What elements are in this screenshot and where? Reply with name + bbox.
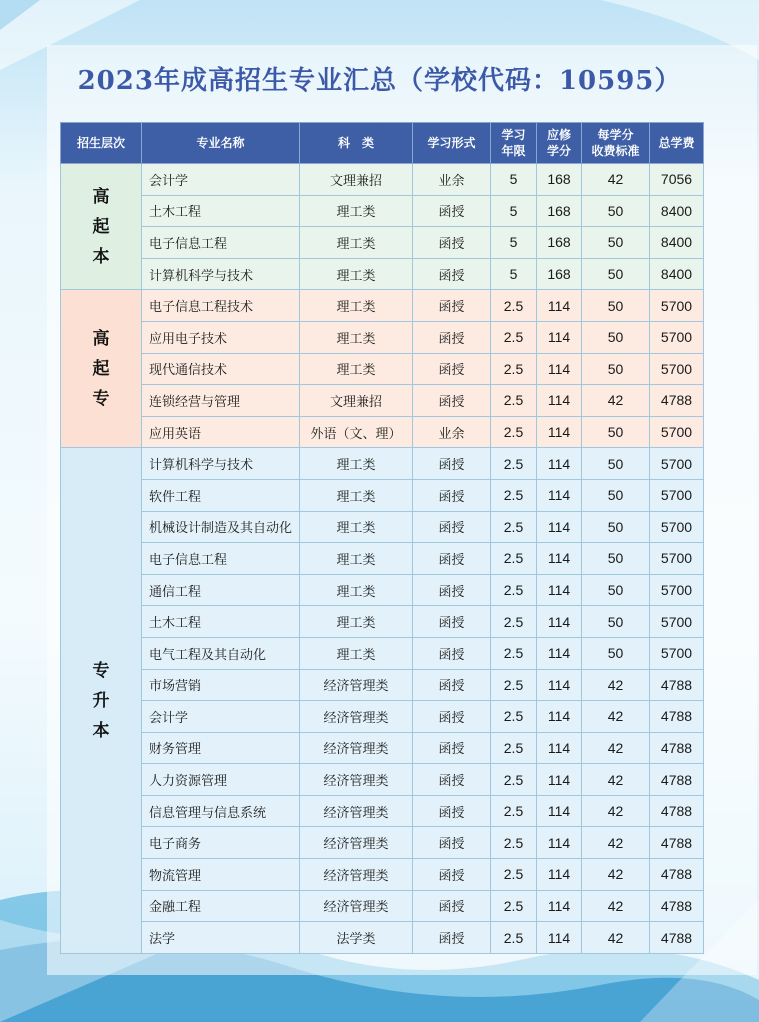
program-name-cell: 电子商务: [142, 827, 300, 859]
fee-per-credit-cell: 42: [582, 764, 650, 796]
table-row: [61, 164, 704, 196]
fee-per-credit-cell: 50: [582, 606, 650, 638]
fee-per-credit-cell: 42: [582, 385, 650, 417]
total-fee-cell: 5700: [650, 606, 704, 638]
header-mode: 学习形式: [413, 123, 491, 164]
fee-per-credit-cell: 42: [582, 922, 650, 954]
category-cell: 理工类: [300, 574, 413, 606]
category-cell: 经济管理类: [300, 764, 413, 796]
years-cell: 2.5: [491, 353, 537, 385]
category-cell: 理工类: [300, 448, 413, 480]
total-fee-cell: 4788: [650, 669, 704, 701]
program-name-cell: 物流管理: [142, 859, 300, 891]
program-name-cell: 土木工程: [142, 606, 300, 638]
fee-per-credit-cell: 50: [582, 479, 650, 511]
table-row: [61, 479, 704, 511]
category-cell: 理工类: [300, 511, 413, 543]
fee-per-credit-cell: 50: [582, 195, 650, 227]
credits-cell: 168: [537, 227, 582, 259]
program-name-cell: 市场营销: [142, 669, 300, 701]
header-fee-per-credit: 每学分 收费标准: [582, 123, 650, 164]
program-name-cell: 计算机科学与技术: [142, 448, 300, 480]
program-name-cell: 电子信息工程: [142, 227, 300, 259]
table-row: [61, 701, 704, 733]
level-char: 起: [92, 358, 110, 379]
years-cell: 2.5: [491, 827, 537, 859]
fee-per-credit-cell: 50: [582, 511, 650, 543]
header-years: 学习 年限: [491, 123, 537, 164]
total-fee-cell: 4788: [650, 795, 704, 827]
category-cell: 理工类: [300, 479, 413, 511]
program-name-cell: 电子信息工程: [142, 543, 300, 575]
category-cell: 经济管理类: [300, 890, 413, 922]
credits-cell: 114: [537, 574, 582, 606]
program-name-cell: 连锁经营与管理: [142, 385, 300, 417]
category-cell: 经济管理类: [300, 859, 413, 891]
header-credits: 应修 学分: [537, 123, 582, 164]
level-char: 高: [92, 186, 110, 207]
table-row: [61, 669, 704, 701]
total-fee-cell: 4788: [650, 732, 704, 764]
program-name-cell: 金融工程: [142, 890, 300, 922]
category-cell: 文理兼招: [300, 164, 413, 196]
years-cell: 2.5: [491, 669, 537, 701]
table-row: [61, 321, 704, 353]
years-cell: 2.5: [491, 637, 537, 669]
fee-per-credit-cell: 50: [582, 637, 650, 669]
study-mode-cell: 函授: [413, 764, 491, 796]
total-fee-cell: 5700: [650, 448, 704, 480]
total-fee-cell: 5700: [650, 321, 704, 353]
fee-per-credit-cell: 50: [582, 290, 650, 322]
years-cell: 5: [491, 258, 537, 290]
credits-cell: 114: [537, 353, 582, 385]
program-name-cell: 会计学: [142, 164, 300, 196]
study-mode-cell: 函授: [413, 637, 491, 669]
study-mode-cell: 函授: [413, 732, 491, 764]
category-cell: 理工类: [300, 637, 413, 669]
years-cell: 2.5: [491, 416, 537, 448]
credits-cell: 168: [537, 195, 582, 227]
credits-cell: 168: [537, 164, 582, 196]
credits-cell: 114: [537, 416, 582, 448]
fee-per-credit-cell: 50: [582, 416, 650, 448]
table-row: [61, 416, 704, 448]
category-cell: 经济管理类: [300, 701, 413, 733]
years-cell: 2.5: [491, 922, 537, 954]
header-name: 专业名称: [142, 123, 300, 164]
program-name-cell: 现代通信技术: [142, 353, 300, 385]
level-char: 起: [92, 216, 110, 237]
fee-per-credit-cell: 50: [582, 574, 650, 606]
study-mode-cell: 函授: [413, 195, 491, 227]
study-mode-cell: 函授: [413, 258, 491, 290]
level-char: 专: [92, 388, 110, 409]
program-name-cell: 财务管理: [142, 732, 300, 764]
credits-cell: 114: [537, 479, 582, 511]
study-mode-cell: 函授: [413, 827, 491, 859]
table-row: [61, 227, 704, 259]
table-row: [61, 543, 704, 575]
level-char: 升: [92, 690, 110, 711]
total-fee-cell: 4788: [650, 764, 704, 796]
years-cell: 2.5: [491, 701, 537, 733]
category-cell: 理工类: [300, 353, 413, 385]
total-fee-cell: 4788: [650, 385, 704, 417]
study-mode-cell: 函授: [413, 606, 491, 638]
category-cell: 经济管理类: [300, 732, 413, 764]
fee-per-credit-cell: 50: [582, 258, 650, 290]
years-cell: 2.5: [491, 290, 537, 322]
years-cell: 2.5: [491, 385, 537, 417]
total-fee-cell: 4788: [650, 922, 704, 954]
credits-cell: 114: [537, 922, 582, 954]
program-name-cell: 人力资源管理: [142, 764, 300, 796]
study-mode-cell: 业余: [413, 164, 491, 196]
fee-per-credit-cell: 42: [582, 164, 650, 196]
years-cell: 2.5: [491, 890, 537, 922]
category-cell: 外语（文、理）: [300, 416, 413, 448]
credits-cell: 114: [537, 606, 582, 638]
years-cell: 5: [491, 195, 537, 227]
credits-cell: 114: [537, 827, 582, 859]
fee-per-credit-cell: 42: [582, 669, 650, 701]
program-name-cell: 软件工程: [142, 479, 300, 511]
credits-cell: 114: [537, 890, 582, 922]
table-body: [61, 164, 704, 954]
table-row: [61, 890, 704, 922]
years-cell: 2.5: [491, 479, 537, 511]
programs-table: [60, 122, 704, 954]
table-row: [61, 795, 704, 827]
total-fee-cell: 5700: [650, 290, 704, 322]
program-name-cell: 法学: [142, 922, 300, 954]
program-name-cell: 应用电子技术: [142, 321, 300, 353]
category-cell: 经济管理类: [300, 827, 413, 859]
fee-per-credit-cell: 50: [582, 227, 650, 259]
study-mode-cell: 函授: [413, 479, 491, 511]
table-row: [61, 764, 704, 796]
credits-cell: 114: [537, 321, 582, 353]
fee-per-credit-cell: 42: [582, 827, 650, 859]
table-row: [61, 353, 704, 385]
program-name-cell: 电气工程及其自动化: [142, 637, 300, 669]
total-fee-cell: 5700: [650, 574, 704, 606]
years-cell: 2.5: [491, 543, 537, 575]
years-cell: 2.5: [491, 574, 537, 606]
level-cell: [61, 290, 142, 448]
study-mode-cell: 函授: [413, 574, 491, 606]
years-cell: 5: [491, 164, 537, 196]
table-row: [61, 195, 704, 227]
level-char: 本: [92, 246, 110, 267]
level-char: 专: [92, 660, 110, 681]
category-cell: 理工类: [300, 227, 413, 259]
total-fee-cell: 4788: [650, 827, 704, 859]
credits-cell: 114: [537, 859, 582, 891]
credits-cell: 114: [537, 385, 582, 417]
total-fee-cell: 8400: [650, 195, 704, 227]
years-cell: 2.5: [491, 511, 537, 543]
level-char: 本: [92, 720, 110, 741]
level-cell: [61, 448, 142, 954]
total-fee-cell: 5700: [650, 353, 704, 385]
program-name-cell: 应用英语: [142, 416, 300, 448]
credits-cell: 168: [537, 258, 582, 290]
credits-cell: 114: [537, 637, 582, 669]
credits-cell: 114: [537, 732, 582, 764]
table-header-row: [61, 123, 704, 164]
years-cell: 2.5: [491, 732, 537, 764]
program-name-cell: 土木工程: [142, 195, 300, 227]
study-mode-cell: 函授: [413, 353, 491, 385]
study-mode-cell: 函授: [413, 290, 491, 322]
study-mode-cell: 函授: [413, 227, 491, 259]
study-mode-cell: 函授: [413, 795, 491, 827]
total-fee-cell: 4788: [650, 859, 704, 891]
total-fee-cell: 8400: [650, 258, 704, 290]
total-fee-cell: 5700: [650, 637, 704, 669]
category-cell: 文理兼招: [300, 385, 413, 417]
credits-cell: 114: [537, 543, 582, 575]
study-mode-cell: 函授: [413, 890, 491, 922]
level-char: 高: [92, 328, 110, 349]
fee-per-credit-cell: 42: [582, 859, 650, 891]
program-name-cell: 通信工程: [142, 574, 300, 606]
total-fee-cell: 7056: [650, 164, 704, 196]
total-fee-cell: 5700: [650, 416, 704, 448]
header-category: 科 类: [300, 123, 413, 164]
study-mode-cell: 函授: [413, 448, 491, 480]
credits-cell: 114: [537, 701, 582, 733]
level-cell: [61, 164, 142, 290]
fee-per-credit-cell: 50: [582, 353, 650, 385]
years-cell: 2.5: [491, 764, 537, 796]
category-cell: 经济管理类: [300, 669, 413, 701]
fee-per-credit-cell: 42: [582, 732, 650, 764]
years-cell: 2.5: [491, 448, 537, 480]
total-fee-cell: 5700: [650, 511, 704, 543]
program-name-cell: 机械设计制造及其自动化: [142, 511, 300, 543]
study-mode-cell: 业余: [413, 416, 491, 448]
category-cell: 理工类: [300, 606, 413, 638]
program-name-cell: 信息管理与信息系统: [142, 795, 300, 827]
years-cell: 2.5: [491, 606, 537, 638]
years-cell: 2.5: [491, 321, 537, 353]
study-mode-cell: 函授: [413, 385, 491, 417]
category-cell: 理工类: [300, 321, 413, 353]
study-mode-cell: 函授: [413, 511, 491, 543]
credits-cell: 114: [537, 764, 582, 796]
total-fee-cell: 4788: [650, 701, 704, 733]
credits-cell: 114: [537, 795, 582, 827]
fee-per-credit-cell: 42: [582, 890, 650, 922]
fee-per-credit-cell: 50: [582, 321, 650, 353]
total-fee-cell: 5700: [650, 543, 704, 575]
table-row: [61, 859, 704, 891]
total-fee-cell: 4788: [650, 890, 704, 922]
years-cell: 5: [491, 227, 537, 259]
category-cell: 理工类: [300, 195, 413, 227]
credits-cell: 114: [537, 290, 582, 322]
study-mode-cell: 函授: [413, 859, 491, 891]
fee-per-credit-cell: 42: [582, 795, 650, 827]
study-mode-cell: 函授: [413, 922, 491, 954]
program-name-cell: 计算机科学与技术: [142, 258, 300, 290]
credits-cell: 114: [537, 511, 582, 543]
total-fee-cell: 5700: [650, 479, 704, 511]
table-row: [61, 258, 704, 290]
program-name-cell: 电子信息工程技术: [142, 290, 300, 322]
table-row: [61, 448, 704, 480]
years-cell: 2.5: [491, 795, 537, 827]
study-mode-cell: 函授: [413, 669, 491, 701]
study-mode-cell: 函授: [413, 543, 491, 575]
table-row: [61, 637, 704, 669]
table-row: [61, 606, 704, 638]
header-level: 招生层次: [61, 123, 142, 164]
category-cell: 经济管理类: [300, 795, 413, 827]
fee-per-credit-cell: 50: [582, 448, 650, 480]
table-row: [61, 385, 704, 417]
fee-per-credit-cell: 42: [582, 701, 650, 733]
table-row: [61, 922, 704, 954]
total-fee-cell: 8400: [650, 227, 704, 259]
table-row: [61, 511, 704, 543]
category-cell: 理工类: [300, 290, 413, 322]
page-title: 2023年成高招生专业汇总（学校代码：10595）: [77, 66, 682, 96]
credits-cell: 114: [537, 669, 582, 701]
category-cell: 理工类: [300, 543, 413, 575]
table-row: [61, 574, 704, 606]
category-cell: 法学类: [300, 922, 413, 954]
study-mode-cell: 函授: [413, 701, 491, 733]
table-row: [61, 827, 704, 859]
program-name-cell: 会计学: [142, 701, 300, 733]
fee-per-credit-cell: 50: [582, 543, 650, 575]
category-cell: 理工类: [300, 258, 413, 290]
table-row: [61, 732, 704, 764]
table-row: [61, 290, 704, 322]
credits-cell: 114: [537, 448, 582, 480]
header-total-fee: 总学费: [650, 123, 704, 164]
study-mode-cell: 函授: [413, 321, 491, 353]
years-cell: 2.5: [491, 859, 537, 891]
